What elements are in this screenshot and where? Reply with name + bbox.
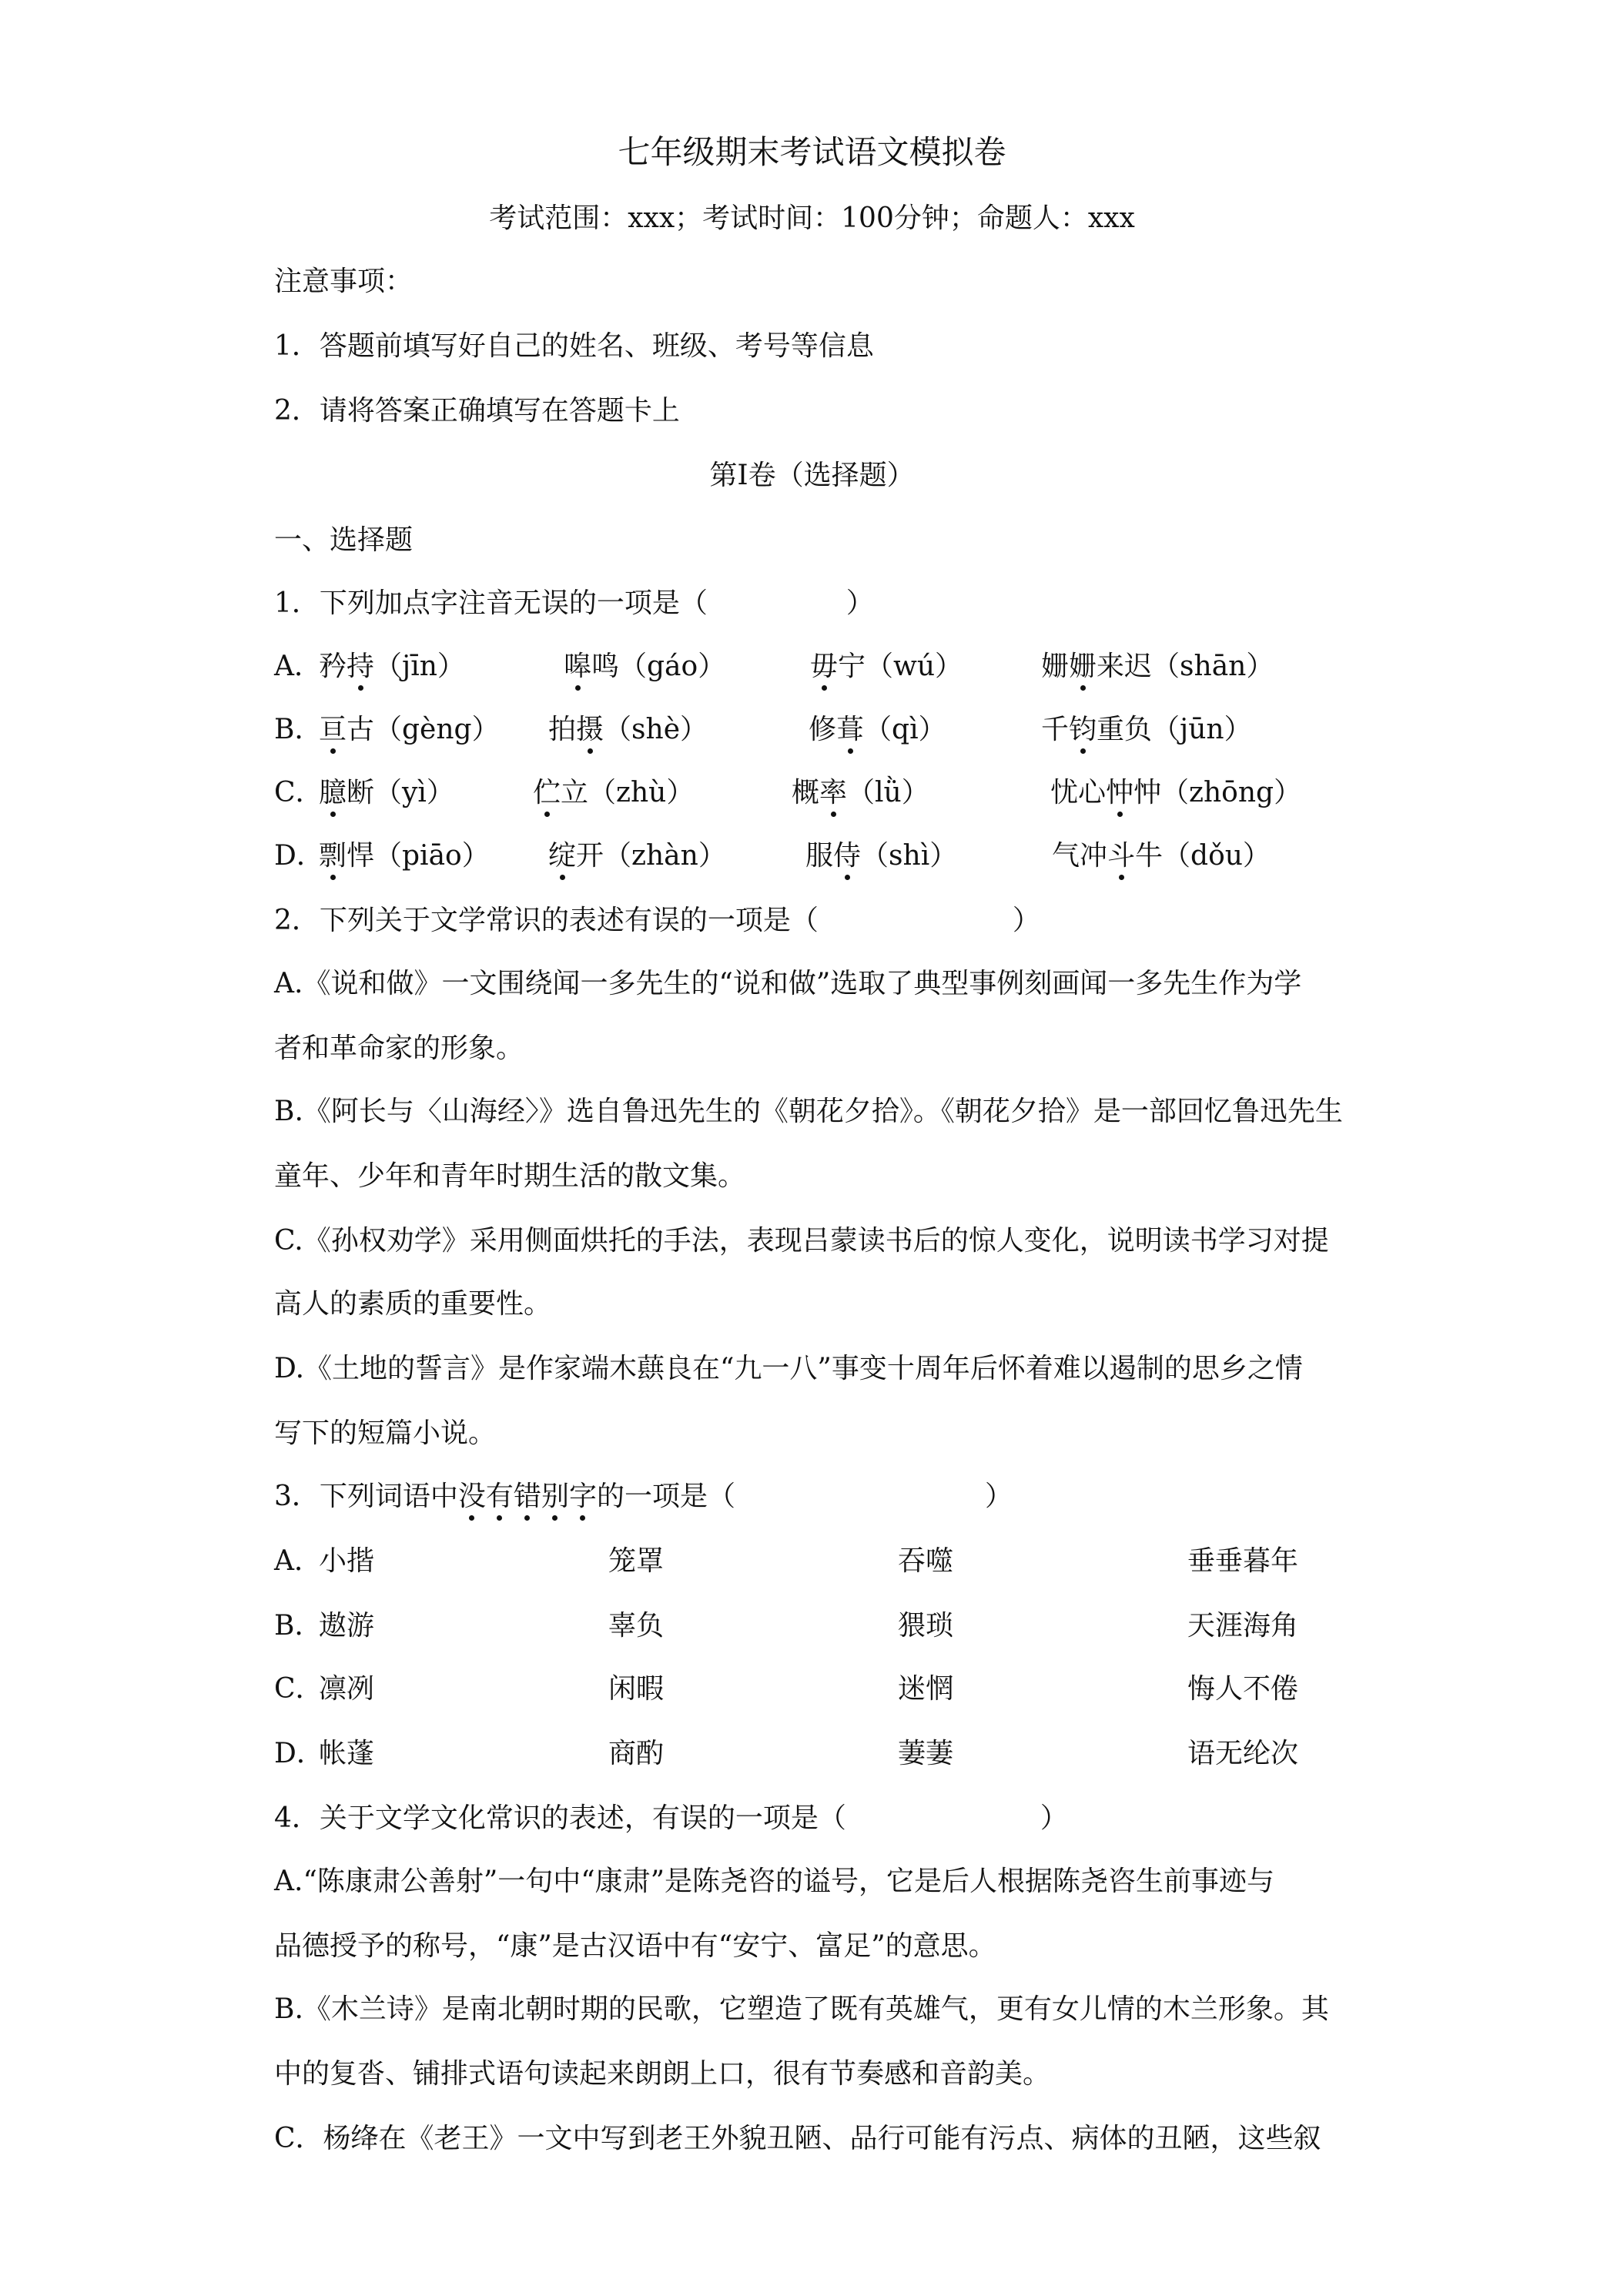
q2-option-b-line: 童年、少年和青年时期生活的散文集。: [274, 1160, 746, 1192]
dotted-char: 绽: [548, 840, 577, 872]
q2-option-c-line: C.《孙权劝学》采用侧面烘托的手法，表现吕蒙读书后的惊人变化，说明读书学习对提: [274, 1225, 1329, 1257]
pinyin-item: 忧心忡忡（zhōng）: [1050, 777, 1302, 808]
pinyin-item: 修葺（qì）: [809, 714, 946, 745]
dotted-char: 剽: [319, 840, 347, 872]
option-label: D．: [274, 840, 324, 872]
dotted-char: 毋: [810, 651, 839, 682]
word: 闲暇: [608, 1673, 665, 1705]
dotted-char: 侍: [833, 840, 862, 872]
option-label: D．: [274, 1738, 324, 1769]
word: 帐蓬: [319, 1738, 375, 1769]
pinyin-item: 矜持（jīn）: [319, 651, 465, 682]
notice-heading: 注意事项：: [274, 266, 414, 297]
dotted-char: 没: [457, 1481, 486, 1512]
q2-option-b-line: B.《阿长与〈山海经〉》选自鲁迅先生的《朝花夕拾》。《朝花夕拾》是一部回忆鲁迅先生: [274, 1096, 1343, 1127]
pinyin-item: 千钧重负（jūn）: [1041, 714, 1252, 745]
word: 天涯海角: [1187, 1610, 1299, 1642]
question-4-stem: 4．关于文学文化常识的表述，有误的一项是（ ）: [274, 1802, 1068, 1834]
section-title: 一、选择题: [274, 524, 414, 556]
q1-option-a: [0, 650, 1624, 684]
pinyin-item: 绽开（zhàn）: [548, 840, 726, 872]
volume-title: 第I卷（选择题）: [709, 460, 915, 491]
pinyin-item: 服侍（shì）: [805, 840, 958, 872]
q4-option-b-line: B.《木兰诗》是南北朝时期的民歌，它塑造了既有英雄气，更有女儿情的木兰形象。其: [274, 1993, 1329, 2025]
dotted-char: 嗥: [564, 651, 592, 682]
dotted-char: 摄: [576, 714, 604, 745]
q2-option-c-line: 高人的素质的重要性。: [274, 1288, 552, 1320]
option-label: A．: [274, 651, 322, 682]
q4-option-a-line: 品德授予的称号，“康”是古汉语中有“安宁、富足”的意思。: [274, 1930, 996, 1962]
word: 笼罩: [608, 1545, 665, 1577]
exam-info: 考试范围：xxx；考试时间：100分钟；命题人：xxx: [489, 202, 1135, 234]
q1-option-c: [0, 776, 1624, 810]
dotted-char: 斗: [1107, 840, 1136, 872]
word: 遨游: [319, 1610, 375, 1642]
dotted-char: 亘: [319, 714, 347, 745]
word: 萋萋: [898, 1738, 954, 1769]
dotted-char: 忡: [1106, 777, 1134, 808]
q1-option-d: [0, 839, 1624, 873]
pinyin-item: 拍摄（shè）: [548, 714, 708, 745]
notice-item: 1．答题前填写好自己的姓名、班级、考号等信息: [274, 330, 874, 362]
dotted-char: 率: [819, 777, 848, 808]
dotted-char: 别: [541, 1481, 569, 1512]
pinyin-item: 亘古（gèng）: [319, 714, 500, 745]
word: 语无纶次: [1187, 1738, 1299, 1769]
option-label: C．: [274, 1673, 323, 1705]
exam-title: 七年级期末考试语文模拟卷: [618, 133, 1006, 171]
pinyin-item: 剽悍（piāo）: [319, 840, 490, 872]
word: 辜负: [608, 1610, 665, 1642]
q2-option-d-line: D.《土地的誓言》是作家端木蕻良在“九一八”事变十周年后怀着难以遏制的思乡之情: [274, 1353, 1303, 1384]
q3-option-d: [0, 1737, 1624, 1771]
q4-option-b-line: 中的复沓、铺排式语句读起来朗朗上口，很有节奏感和音韵美。: [274, 2058, 1051, 2090]
notice-item: 2．请将答案正确填写在答题卡上: [274, 395, 680, 427]
word: 小揩: [319, 1545, 375, 1577]
option-label: B．: [274, 1610, 323, 1642]
option-label: B．: [274, 714, 323, 745]
dotted-char: 持: [347, 651, 375, 682]
word: 悔人不倦: [1187, 1673, 1299, 1705]
q2-option-a-line: A.《说和做》一文围绕闻一多先生的“说和做”选取了典型事例刻画闻一多先生作为学: [274, 968, 1302, 999]
dotted-char: 伫: [533, 777, 561, 808]
pinyin-item: 概率（lǜ）: [792, 777, 929, 808]
dotted-char: 臆: [319, 777, 347, 808]
q3-option-b: [0, 1609, 1624, 1643]
q2-option-d-line: 写下的短篇小说。: [274, 1417, 497, 1449]
option-label: A．: [274, 1545, 322, 1577]
dotted-char: 姗: [1069, 651, 1097, 682]
pinyin-item: 气冲斗牛（dǒu）: [1052, 840, 1271, 872]
word: 凛冽: [319, 1673, 375, 1705]
dotted-char: 错: [513, 1481, 541, 1512]
pinyin-item: 嗥鸣（gáo）: [564, 651, 726, 682]
question-1-stem: 1．下列加点字注音无误的一项是（ ）: [274, 587, 874, 619]
q1-option-b: [0, 713, 1624, 747]
word: 垂垂暮年: [1187, 1545, 1299, 1577]
dotted-char: 葺: [836, 714, 865, 745]
pinyin-item: 姗姗来迟（shān）: [1041, 651, 1274, 682]
question-3-stem: 3．下列词语中没有错别字的一项是（ ）: [274, 1481, 1013, 1512]
dotted-char: 字: [568, 1481, 597, 1512]
q3-option-c: [0, 1672, 1624, 1706]
word: 商酌: [608, 1738, 665, 1769]
q3-option-a: [0, 1545, 1624, 1578]
dotted-char: 有: [485, 1481, 514, 1512]
pinyin-item: 伫立（zhù）: [533, 777, 695, 808]
word: 吞噬: [898, 1545, 954, 1577]
pinyin-item: 臆断（yì）: [319, 777, 454, 808]
word: 迷惘: [898, 1673, 954, 1705]
q4-option-a-line: A.“陈康肃公善射”一句中“康肃”是陈尧咨的谥号，它是后人根据陈尧咨生前事迹与: [274, 1866, 1275, 1897]
q4-option-c-line: C．杨绛在《老王》一文中写到老王外貌丑陋、品行可能有污点、病体的丑陋，这些叙: [274, 2123, 1321, 2154]
dotted-char: 钧: [1069, 714, 1097, 745]
word: 猥琐: [898, 1610, 954, 1642]
pinyin-item: 毋宁（wú）: [810, 651, 963, 682]
question-2-stem: 2．下列关于文学常识的表述有误的一项是（ ）: [274, 905, 1040, 936]
q2-option-a-line: 者和革命家的形象。: [274, 1033, 524, 1064]
option-label: C．: [274, 777, 323, 808]
